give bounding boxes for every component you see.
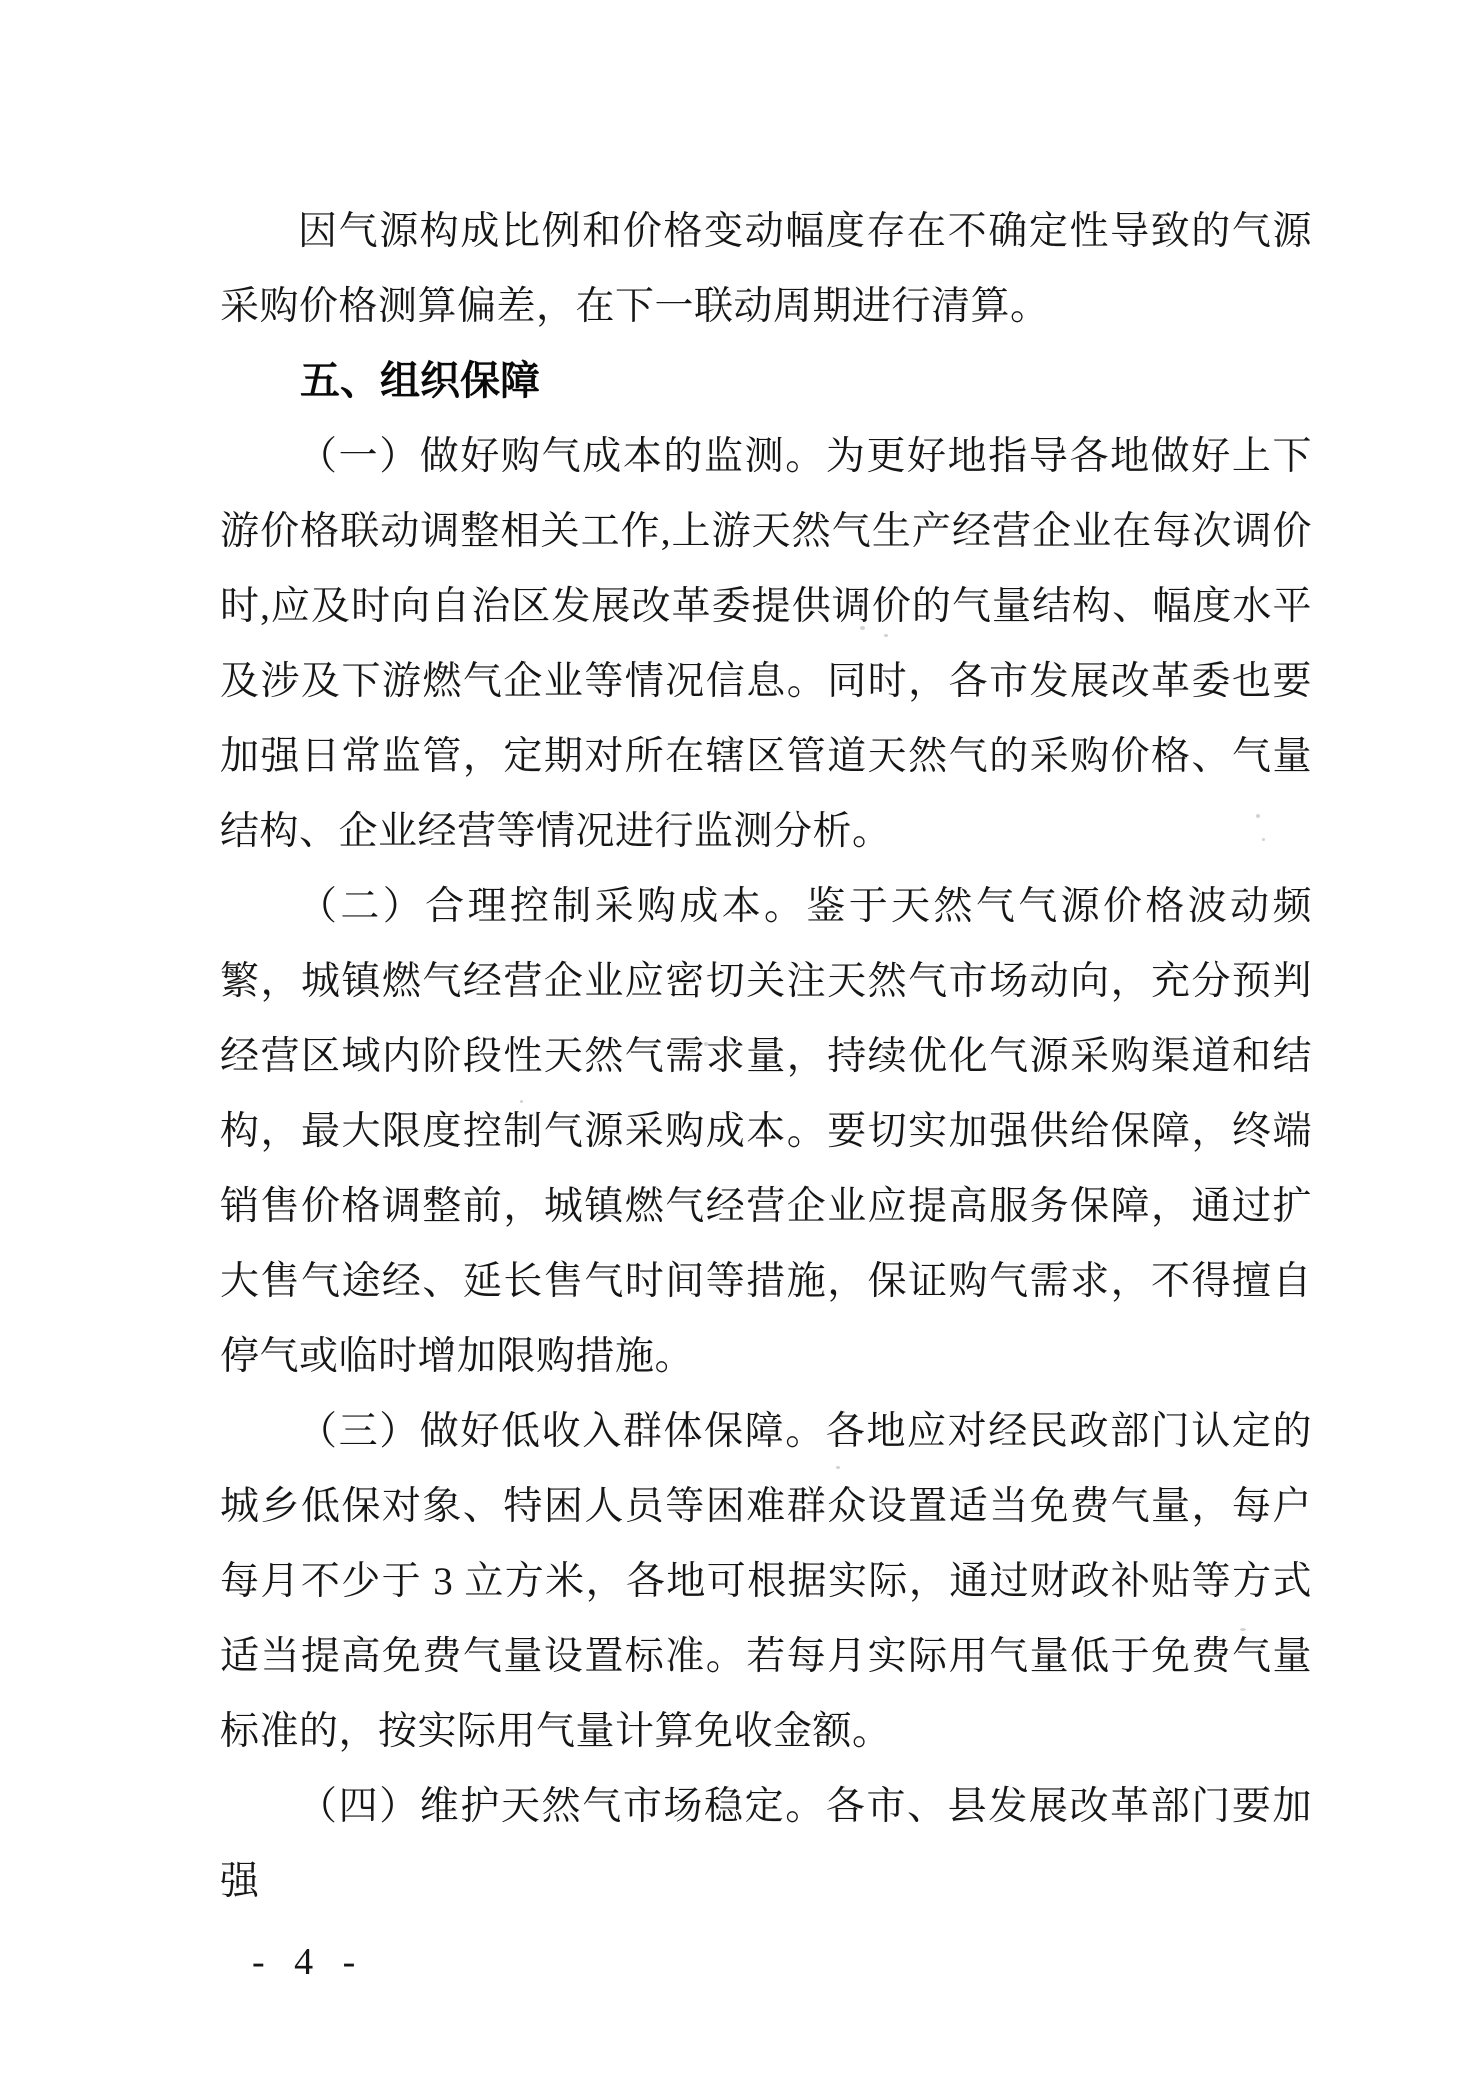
paragraph: （一）做好购气成本的监测。为更好地指导各地做好上下游价格联动调整相关工作,上游天然气生产经营企业在每次调价时,应及时向自治区发展改革委提供调价的气量结构、幅度水平及涉及下游燃气企业等情况信息。同时，各市发展改革委也要加强日常监管，定期对所在辖区管道天然气的采购价格、气量结构、企业经营等情况进行监测分析。 — [220, 435, 1312, 853]
scan-speck — [520, 1100, 523, 1103]
scan-speck — [860, 626, 865, 630]
scan-speck — [1166, 742, 1171, 746]
page-number: - 4 - — [252, 1941, 366, 1983]
paragraph: （三）做好低收入群体保障。各地应对经民政部门认定的城乡低保对象、特困人员等困难群众设置适当免费气量，每户每月不少于 3 立方米，各地可根据实际，通过财政补贴等方式适当提高免费气量设置标准。若每月实际用气量低于免费气量标准的，按实际用气量计算免收金额。 — [220, 1410, 1312, 1753]
scan-speck — [564, 810, 568, 814]
scan-speck — [1240, 1628, 1246, 1631]
paragraph: （四）维护天然气市场稳定。各市、县发展改革部门要加强 — [220, 1785, 1312, 1903]
document-body — [220, 194, 1312, 1919]
section-heading: 五、组织保障 — [300, 359, 540, 403]
scan-speck — [884, 634, 888, 637]
scan-speck — [704, 1042, 708, 1046]
scan-speck — [836, 1466, 840, 1469]
paragraph: （二）合理控制采购成本。鉴于天然气气源价格波动频繁，城镇燃气经营企业应密切关注天然气市场动向，充分预判经营区域内阶段性天然气需求量，持续优化气源采购渠道和结构，最大限度控制气源采购成本。要切实加强供给保障，终端销售价格调整前，城镇燃气经营企业应提高服务保障，通过扩大售气途经、延长售气时间等措施，保证购气需求，不得擅自停气或临时增加限购措施。 — [220, 885, 1312, 1378]
paragraph: 因气源构成比例和价格变动幅度存在不确定性导致的气源采购价格测算偏差，在下一联动周期进行清算。 — [220, 210, 1312, 328]
scan-speck — [1262, 838, 1265, 841]
scan-speck — [1256, 814, 1260, 818]
